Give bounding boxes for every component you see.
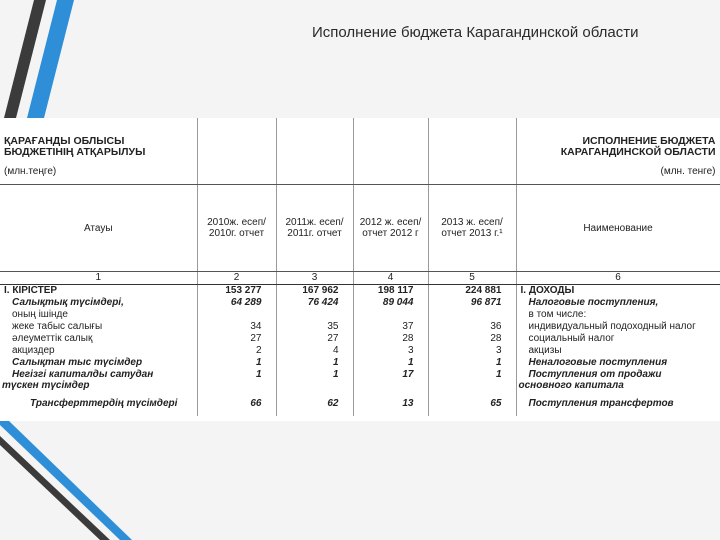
table-row: әлеуметтік салық 27 27 28 28 социальный налог [0, 333, 720, 345]
table-row: I. КІРІСТЕР 153 277 167 962 198 117 224 881 I. ДОХОДЫ [0, 285, 720, 298]
table-row: жеке табыс салығы 34 35 37 36 индивидуальный подоходный налог [0, 321, 720, 333]
col-header-name-ru: Наименование [516, 185, 720, 272]
col-header-name-kz: Атауы [0, 185, 197, 272]
budget-table [0, 118, 720, 416]
col-header-2012: 2012 ж. есеп/ отчет 2012 г [353, 185, 428, 272]
header-right: ИСПОЛНЕНИЕ БЮДЖЕТА КАРАГАНДИНСКОЙ ОБЛАСТИ [516, 118, 720, 162]
units-left: (млн.теңге) [0, 162, 197, 185]
header-left: ҚАРАҒАНДЫ ОБЛЫСЫ БЮДЖЕТІНІҢ АТҚАРЫЛУЫ [0, 118, 197, 162]
col-header-2010: 2010ж. есеп/ 2010г. отчет [197, 185, 276, 272]
units-right: (млн. тенге) [516, 162, 720, 185]
bottom-blue-stripe [0, 421, 132, 540]
units-row [0, 162, 720, 185]
table-row: акциздер 2 4 3 3 акцизы [0, 345, 720, 357]
table-row: Трансферттердің түсімдері 66 62 13 65 Поступления трансфертов [0, 393, 720, 416]
table-row: Салықтық түсімдері, 64 289 76 424 89 044 96 871 Налоговые поступления, [0, 297, 720, 309]
table-row: Негізгі капиталды сатудан түскен түсімдер 1 1 17 1 Поступления от продажи основного капитала [0, 369, 720, 393]
table-row: Салықтан тыс түсімдер 1 1 1 1 Неналоговые поступления [0, 357, 720, 369]
table-row: оның ішінде в том числе: [0, 309, 720, 321]
column-headers [0, 185, 720, 272]
col-header-2013: 2013 ж. есеп/ отчет 2013 г.¹ [428, 185, 516, 272]
column-index-row: 1 2 3 4 5 6 [0, 272, 720, 285]
header-row [0, 118, 720, 162]
budget-table-image [0, 118, 720, 421]
col-header-2011: 2011ж. есеп/ 2011г. отчет [276, 185, 353, 272]
slide-title: Исполнение бюджета Карагандинской области [312, 24, 639, 41]
bottom-dark-stripe [0, 436, 110, 540]
